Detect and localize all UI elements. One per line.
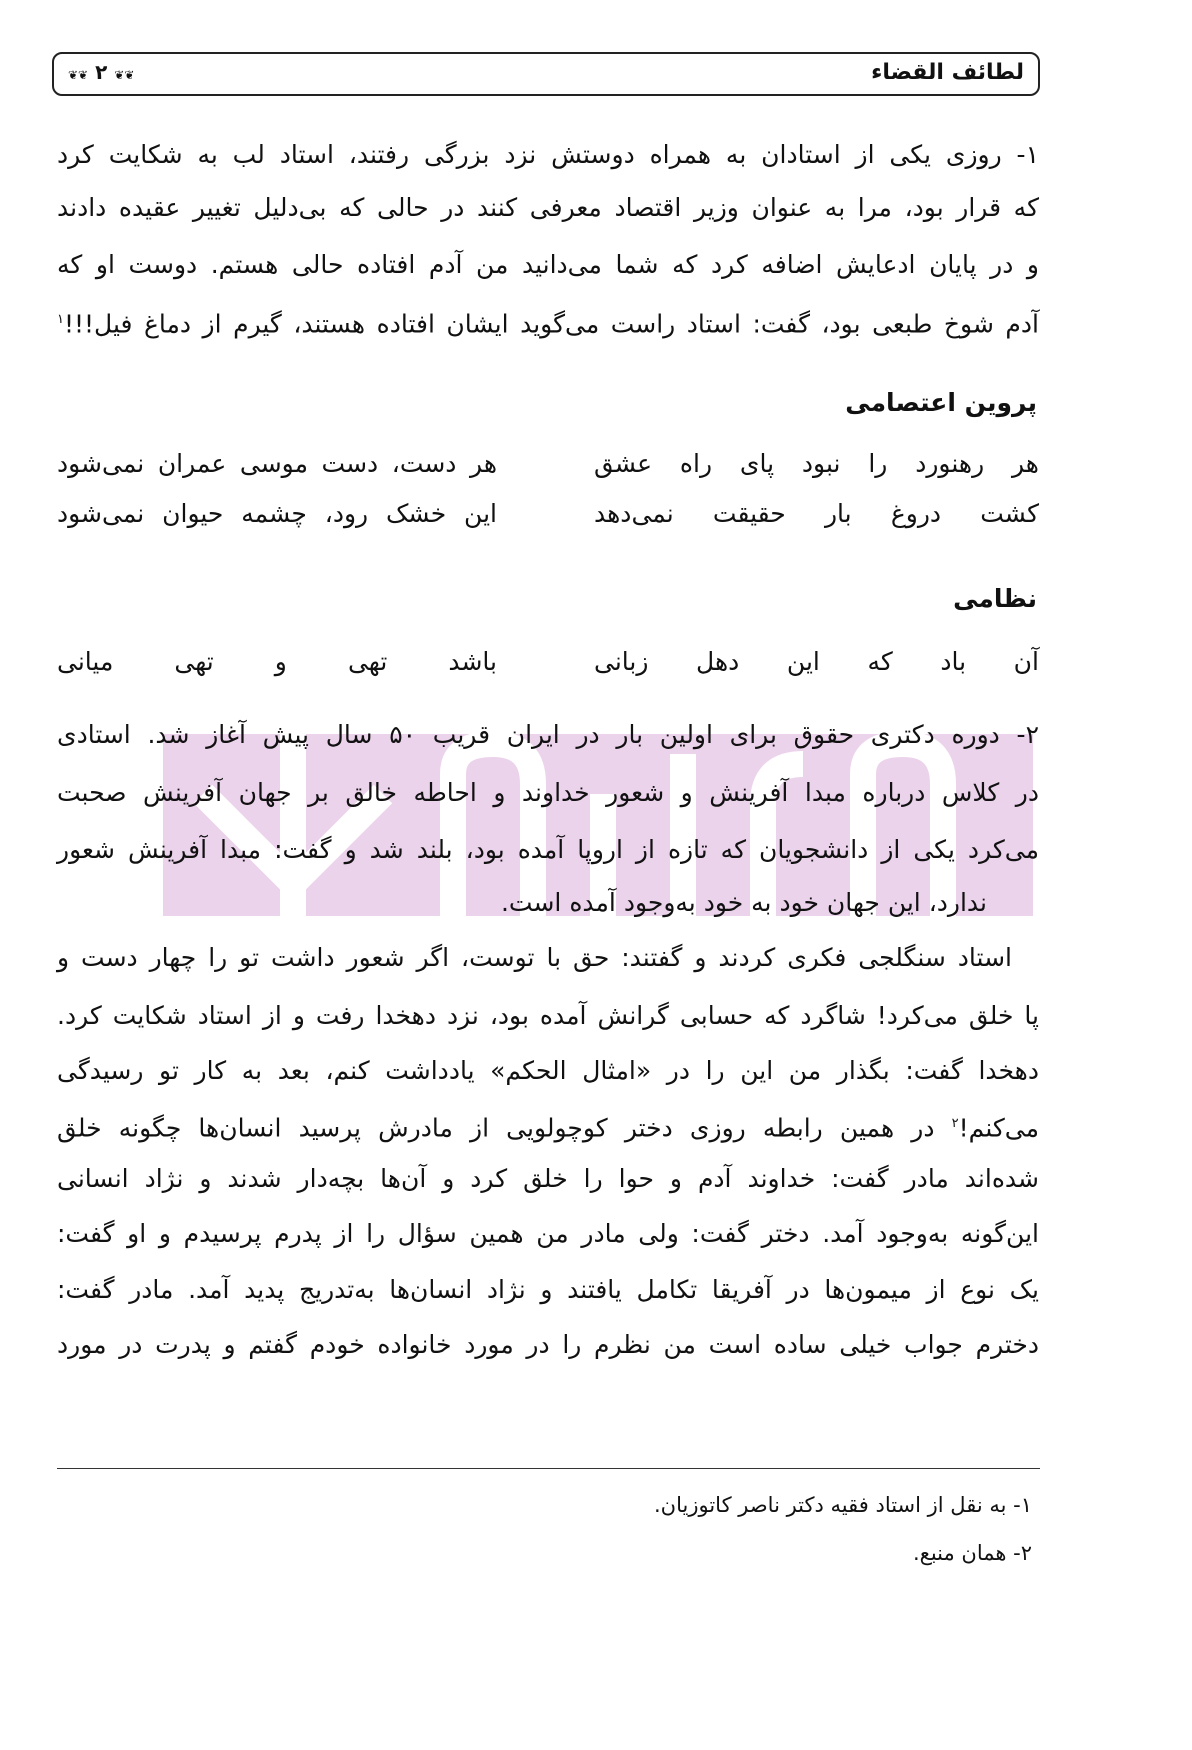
verse-hemistich: باشد تهی و تهی میانی bbox=[57, 647, 497, 676]
paragraph2-line: یک نوع از میمون‌ها در آفریقا تکامل یافتند و نژاد انسان‌ها به‌تدریج پدید آمد. مادر گفت: bbox=[57, 1275, 1039, 1304]
running-header bbox=[52, 52, 1040, 96]
ornament-icon: ❦❦ bbox=[68, 68, 89, 82]
footnote: ۲- همان منبع. bbox=[912, 1541, 1032, 1565]
poet-heading: نظامی bbox=[953, 584, 1037, 613]
paragraph1-line-text: آدم شوخ طبعی بود، گفت: استاد راست می‌گوید ایشان افتاده هستند، گیرم از دماغ فیل!!! bbox=[63, 309, 1039, 339]
paragraph2-line: استاد سنگلجی فکری کردند و گفتند: حق با توست، اگر شعور داشت تو را چهار دست و bbox=[57, 943, 1012, 972]
verse-hemistich: هر رهنورد را نبود پای راه عشق bbox=[594, 449, 1039, 478]
verse-hemistich: آن باد که این دهل زبانی bbox=[594, 647, 1039, 676]
paragraph1-line: و در پایان ادعایش اضافه کرد که شما می‌دانید من آدم افتاده حالی هستم. دوست او که bbox=[57, 250, 1039, 279]
paragraph1-line bbox=[57, 303, 1039, 341]
verse-hemistich: این خشک رود، چشمه حیوان نمی‌شود bbox=[57, 499, 497, 528]
ornament-icon: ❦❦ bbox=[114, 68, 135, 82]
verse-hemistich: کشت دروغ بار حقیقت نمی‌دهد bbox=[594, 499, 1039, 528]
paragraph2-line: دخترم جواب خیلی ساده است من نظرم را در مورد خانواده خودم گفتم و پدرت در مورد bbox=[57, 1330, 1039, 1359]
paragraph2-line: می‌کرد یکی از دانشجویان که تازه از اروپا آمده بود، بلند شد و گفت: مبدا آفرینش شعور bbox=[57, 835, 1039, 864]
page-number-value: ۲ bbox=[95, 60, 108, 84]
paragraph2-line: پا خلق می‌کرد! شاگرد که حسابی گرانش آمده بود، نزد دهخدا رفت و از استاد شکایت کرد. bbox=[57, 1001, 1039, 1030]
page-number bbox=[68, 60, 134, 84]
paragraph2-line: ندارد، این جهان خود به خود به‌وجود آمده است. bbox=[500, 888, 987, 917]
verse-hemistich: هر دست، دست موسی عمران نمی‌شود bbox=[57, 449, 497, 478]
footnote-ref: ۱ bbox=[57, 312, 64, 327]
paragraph1-line: که قرار بود، مرا به عنوان وزیر اقتصاد معرفی کنند در حالی که بی‌دلیل تغییر عقیده دادند bbox=[57, 193, 1039, 222]
paragraph2-line: در کلاس درباره مبدا آفرینش و شعور خداوند و احاطه خالق بر جهان آفرینش صحبت bbox=[57, 778, 1039, 807]
paragraph2-line-prefix: می‌کنم! bbox=[958, 1113, 1039, 1143]
footnote: ۱- به نقل از استاد فقیه دکتر ناصر کاتوزیان. bbox=[654, 1493, 1032, 1517]
paragraph2-line: شده‌اند مادر گفت: خداوند آدم و حوا را خلق کرد و آن‌ها بچه‌دار شدند و نژاد انسانی bbox=[57, 1164, 1039, 1193]
footnote-divider bbox=[57, 1468, 1040, 1469]
poet-heading: پروین اعتصامی bbox=[845, 388, 1037, 417]
paragraph2-line: دهخدا گفت: بگذار من این را در «امثال الحکم» یادداشت کنم، بعد به کار تو رسیدگی bbox=[57, 1056, 1039, 1085]
paragraph2-line: این‌گونه به‌وجود آمد. دختر گفت: ولی مادر من همین سؤال را از پدرم پرسیدم و او گفت: bbox=[57, 1219, 1039, 1248]
book-title: لطائف القضاء bbox=[871, 60, 1024, 85]
paragraph2-line bbox=[57, 1107, 1039, 1145]
paragraph2-line-text: در همین رابطه روزی دختر کوچولویی از مادرش پرسید انسان‌ها چگونه خلق bbox=[57, 1113, 935, 1143]
footnote-ref: ۲ bbox=[951, 1116, 959, 1131]
paragraph1-line: ۱- روزی یکی از استادان به همراه دوستش نزد بزرگی رفتند، استاد لب به شکایت کرد bbox=[57, 140, 1039, 169]
paragraph2-line: ۲- دوره دکتری حقوق برای اولین بار در ایران قریب ۵۰ سال پیش آغاز شد. استادی bbox=[57, 720, 1039, 749]
